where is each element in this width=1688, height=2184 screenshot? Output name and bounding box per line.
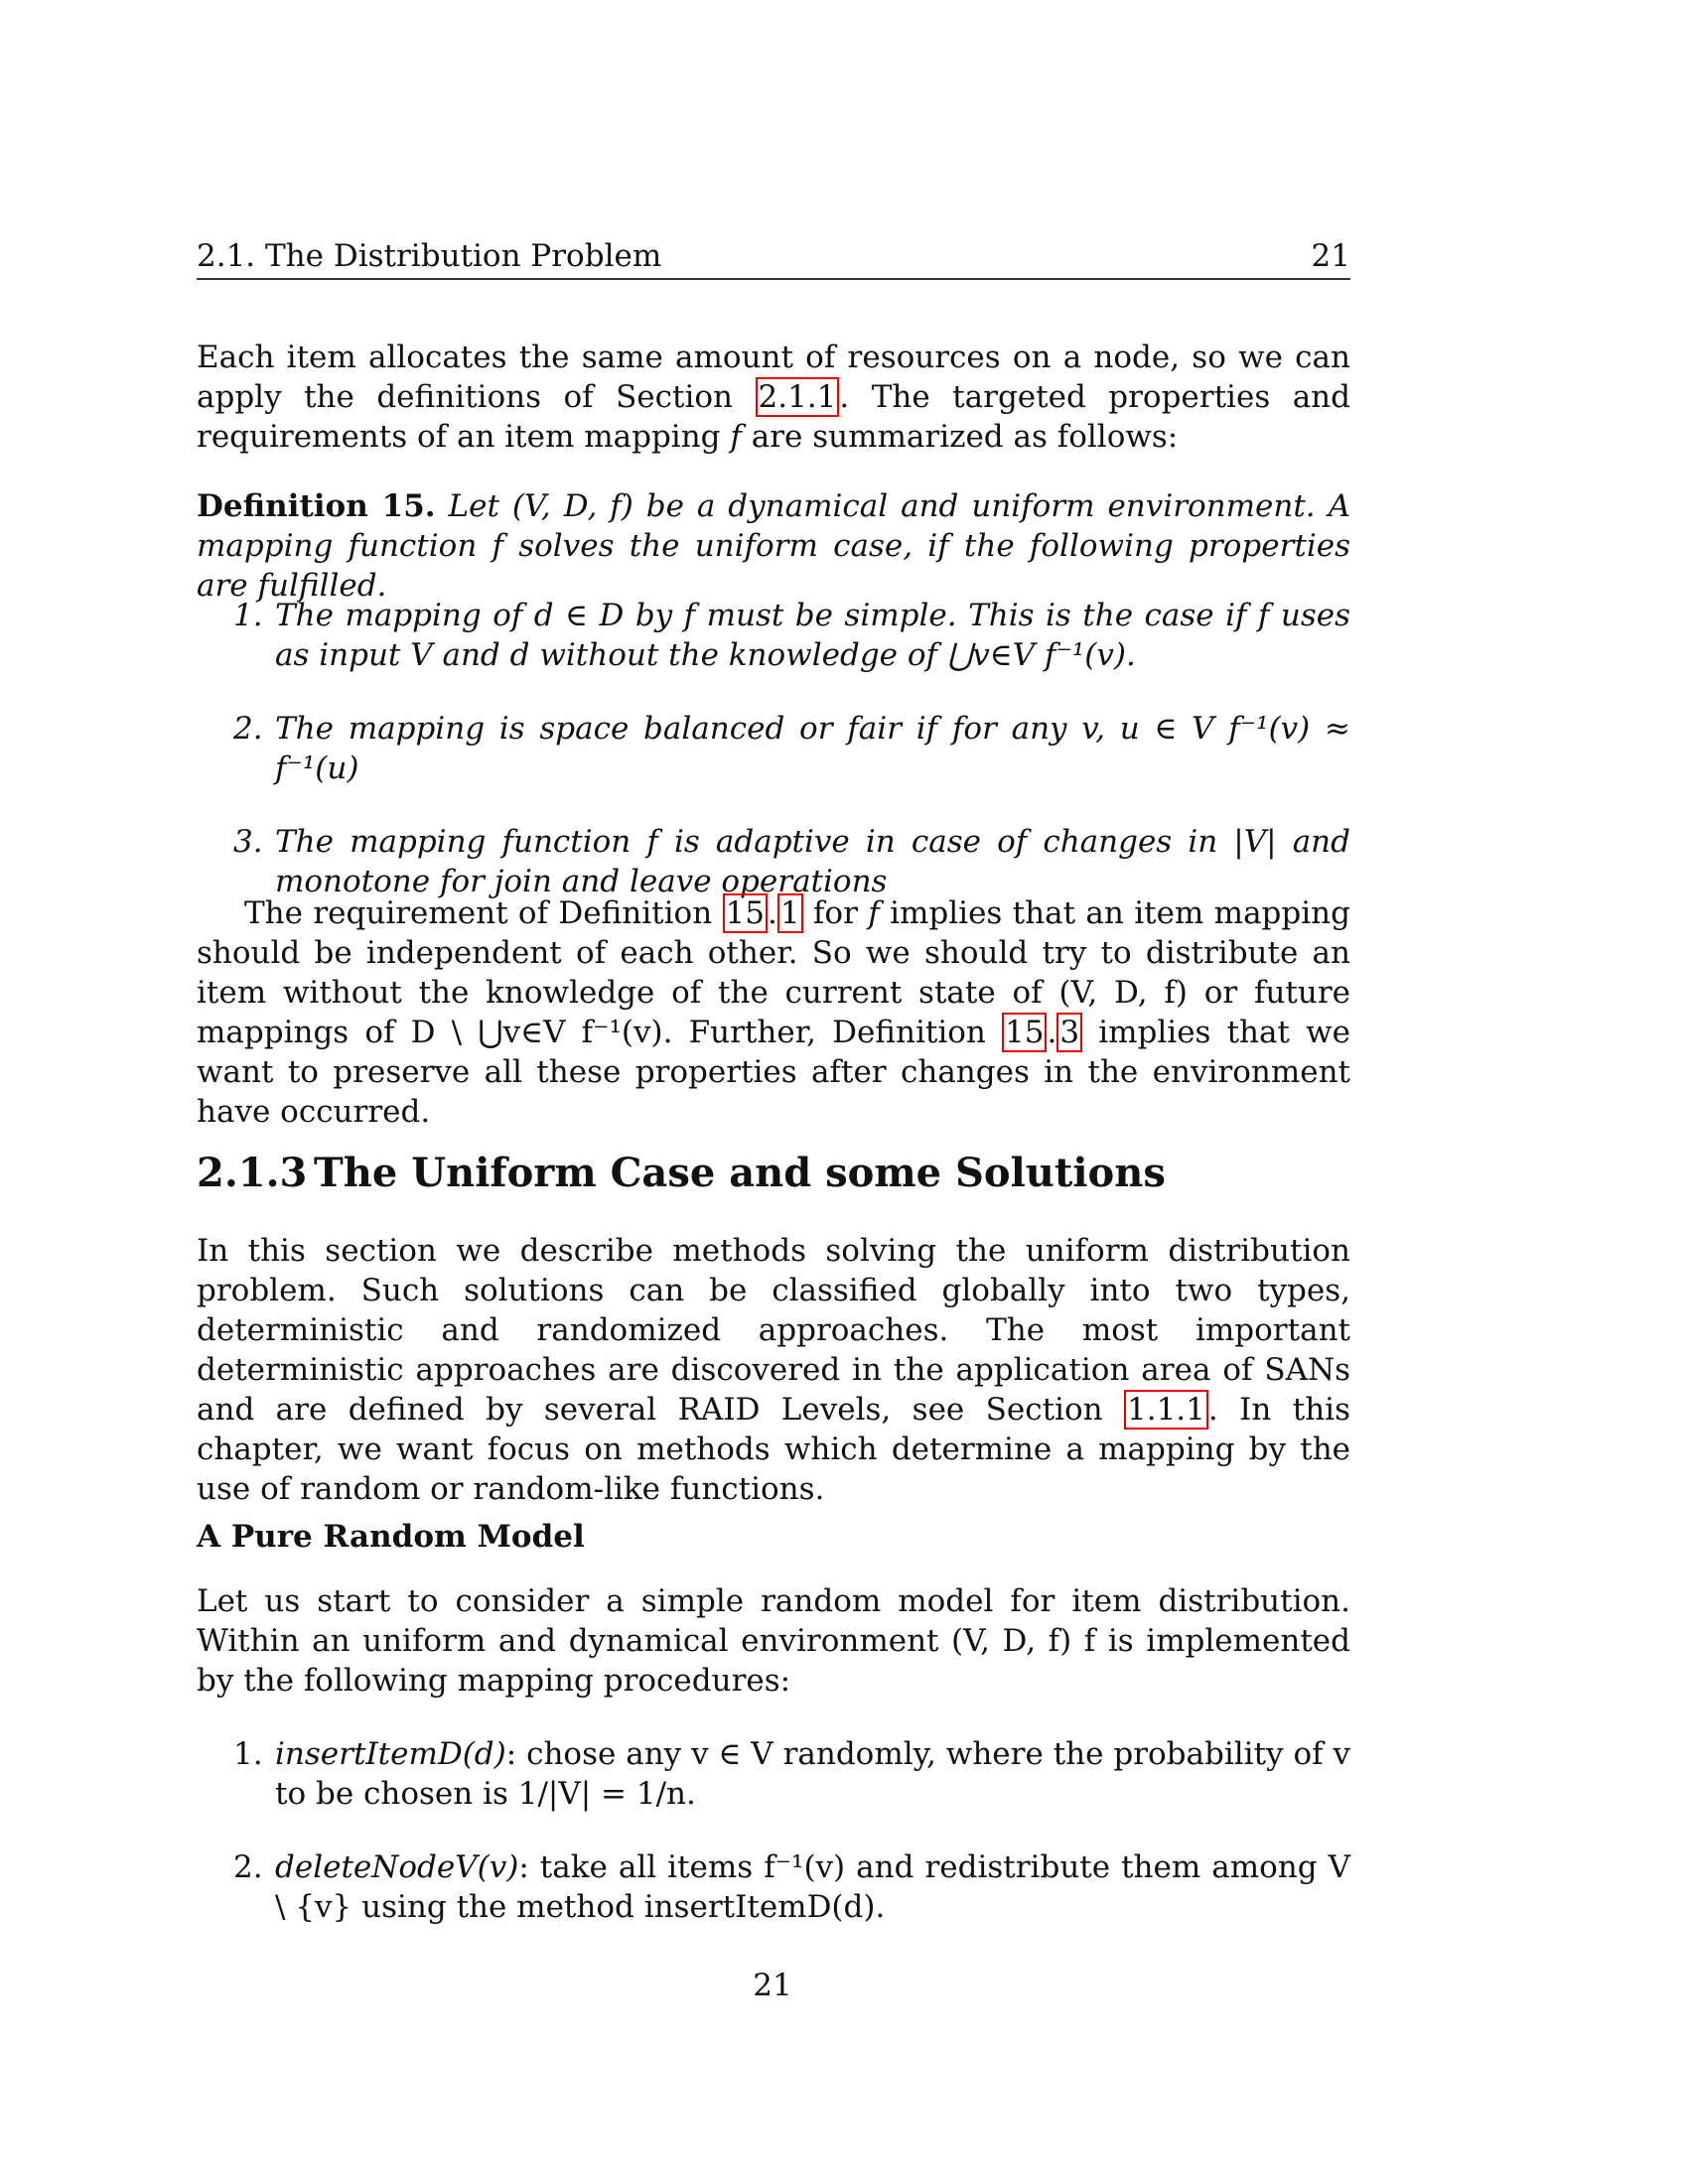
math-f: f xyxy=(730,419,742,455)
intro-text-c: are summarized as follows: xyxy=(741,419,1179,455)
list-item xyxy=(233,1847,1350,1927)
list-text: The mapping function f is adaptive in case of changes in |V| and monotone for join and leave operations xyxy=(275,824,1350,899)
random-model-paragraph: Let us start to consider a simple random model for item distribution. Within an uniform and dynamical environment (V, D, f) f is implemented by the following mapping procedures: xyxy=(197,1583,1350,1699)
list-text xyxy=(275,1847,1350,1927)
list-text xyxy=(275,1734,1350,1814)
item-ref-link[interactable]: 1 xyxy=(777,893,803,933)
list-number: 1. xyxy=(233,598,263,633)
requirement-paragraph xyxy=(197,893,1350,1132)
procedure-list xyxy=(233,1734,1350,1961)
section-title: The Uniform Case and some Solutions xyxy=(314,1150,1166,1196)
item-ref-link[interactable]: 3 xyxy=(1056,1013,1082,1052)
subsection-heading: A Pure Random Model xyxy=(197,1519,585,1555)
req-dot: . xyxy=(1047,1015,1057,1050)
req-text-c: implies that an item mapping should be independent of each other. So we should try to distribute an item without the knowledge of the current state of (V, D, f) or future mappings of D \ ⋃v∈V f⁻¹(v). Further, Definition xyxy=(197,895,1350,1050)
list-item xyxy=(233,1734,1350,1814)
definition-15 xyxy=(197,486,1350,606)
req-text-d: implies that we want to preserve all these properties after changes in the environment have occurred. xyxy=(197,1015,1350,1130)
definition-ref-link[interactable]: 15 xyxy=(1002,1013,1047,1052)
header-page-number: 21 xyxy=(1311,238,1350,274)
section-intro-paragraph xyxy=(197,1231,1350,1509)
section-heading xyxy=(197,1150,1166,1196)
footer-page-number: 21 xyxy=(753,1968,792,2003)
sec-text-b: . In this chapter, we want focus on methods which determine a mapping by the use of random or random-like functions. xyxy=(197,1392,1350,1507)
definition-lead: Definition 15. xyxy=(197,488,436,524)
req-text-a: The requirement of Definition xyxy=(244,895,723,931)
req-text-b: for xyxy=(802,895,869,931)
definition-body: Let (V, D, f) be a dynamical and uniform environment. A mapping function f solves the uniform case, if the following properties are fulfilled. xyxy=(197,488,1350,604)
header-section-title: 2.1. The Distribution Problem xyxy=(197,238,662,274)
intro-text-b: . The targeted properties and requirements of an item mapping xyxy=(197,379,1350,455)
list-item xyxy=(233,822,1350,901)
list-text: The mapping of d ∈ D by f must be simple. This is the case if f uses as input V and d without the knowledge of ⋃v∈V f⁻¹(v). xyxy=(275,598,1350,673)
definition-ref-link[interactable]: 15 xyxy=(723,893,768,933)
list-number: 2. xyxy=(233,711,263,747)
sec-text-a: In this section we describe methods solving the uniform distribution problem. Such solutions can be classified globally into two types, deterministic and randomized approaches. The most important deterministic approaches are discovered in the application area of SANs and are defined by several RAID Levels, see Section xyxy=(197,1233,1350,1428)
section-number: 2.1.3 xyxy=(197,1150,308,1196)
list-number: 2. xyxy=(233,1849,263,1885)
list-number: 1. xyxy=(233,1736,263,1772)
procedure-text: : take all items f⁻¹(v) and redistribute them among V \ {v} using the method insertItemD(d). xyxy=(275,1849,1350,1925)
list-item xyxy=(233,709,1350,788)
definition-properties-list xyxy=(233,596,1350,935)
intro-paragraph xyxy=(197,338,1350,457)
list-number: 3. xyxy=(233,824,263,860)
procedure-text: : chose any v ∈ V randomly, where the probability of v to be chosen is 1/|V| = 1/n. xyxy=(275,1736,1350,1812)
procedure-name: deleteNodeV(v) xyxy=(275,1849,519,1885)
req-dot: . xyxy=(767,895,777,931)
list-item xyxy=(233,596,1350,675)
math-f: f xyxy=(868,895,880,931)
section-ref-link[interactable]: 2.1.1 xyxy=(756,377,840,417)
running-header xyxy=(197,238,1350,280)
section-ref-link[interactable]: 1.1.1 xyxy=(1124,1390,1208,1430)
list-text: The mapping is space balanced or fair if for any v, u ∈ V f⁻¹(v) ≈ f⁻¹(u) xyxy=(275,711,1350,786)
procedure-name: insertItemD(d) xyxy=(275,1736,506,1772)
intro-text-a: Each item allocates the same amount of resources on a node, so we can apply the definitions of Section xyxy=(197,340,1350,415)
